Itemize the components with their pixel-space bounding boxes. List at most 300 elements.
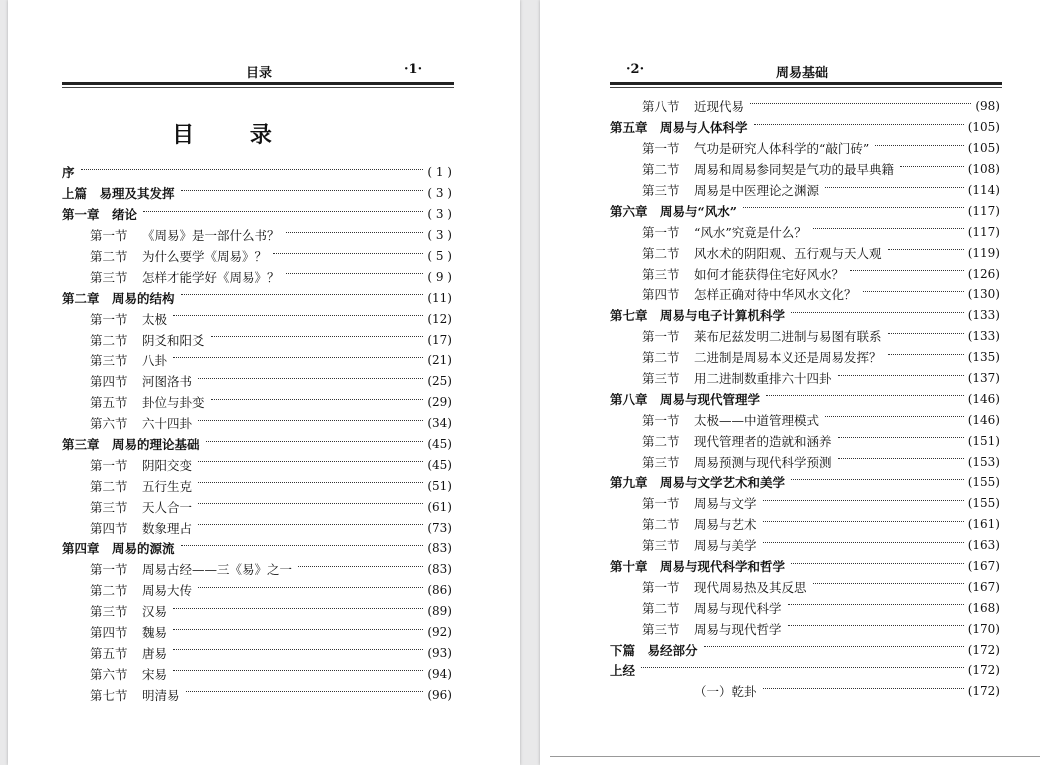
toc-section-number: 第三节 xyxy=(642,454,680,470)
toc-section-entry xyxy=(62,371,452,392)
toc-section-number: 第三节 xyxy=(90,353,128,369)
toc-entry-label xyxy=(90,686,180,704)
toc-section-entry xyxy=(62,663,452,684)
toc-dot-leader xyxy=(788,625,964,626)
toc-dot-leader xyxy=(888,354,964,355)
toc-section-number: 第三节 xyxy=(90,499,128,515)
toc-chapter-entry xyxy=(610,388,1000,409)
toc-page-number: (21) xyxy=(427,353,452,368)
toc-section-number: 第二节 xyxy=(90,478,128,494)
toc-entry-label xyxy=(642,682,757,700)
toc-entry-label xyxy=(642,265,844,283)
toc-section-number: 第三节 xyxy=(90,604,128,620)
toc-dot-leader xyxy=(900,166,964,167)
toc-entry-text: 数象理占 xyxy=(142,520,193,536)
toc-dot-leader xyxy=(791,312,964,313)
toc-dot-leader xyxy=(825,416,964,417)
toc-dot-leader xyxy=(788,604,964,605)
toc-page-number: (93) xyxy=(427,645,452,660)
toc-entry-text: 上篇 易理及其发挥 xyxy=(62,186,175,202)
toc-chapter-entry xyxy=(62,434,452,455)
toc-dot-leader xyxy=(791,563,964,564)
toc-section-number: 第一节 xyxy=(90,228,128,244)
toc-page-number: (94) xyxy=(427,666,452,681)
toc-entry-text: 风水术的阴阳观、五行观与天人观 xyxy=(694,245,882,261)
toc-section-number: 第二节 xyxy=(642,350,680,366)
toc-entry-text: 河图洛书 xyxy=(142,374,193,390)
toc-entry-text: 用二进制数重排六十四卦 xyxy=(694,371,832,387)
toc-dot-leader xyxy=(743,207,964,208)
toc-entry-label xyxy=(642,411,819,429)
toc-dot-leader xyxy=(863,291,964,292)
toc-entry-text: 卦位与卦变 xyxy=(142,395,205,411)
toc-page-number: (83) xyxy=(427,541,452,556)
toc-entry-text: 为什么要学《周易》？ xyxy=(142,249,268,264)
toc-section-entry xyxy=(610,681,1000,702)
toc-dot-leader xyxy=(81,169,424,170)
toc-section-entry xyxy=(62,580,452,601)
toc-page-number: ( 1 ) xyxy=(427,165,452,180)
toc-section-number: 第三节 xyxy=(642,371,680,387)
toc-section-entry xyxy=(610,263,1000,284)
toc-section-entry xyxy=(610,138,1000,159)
toc-page-number: (61) xyxy=(427,499,452,514)
scan-edge-line xyxy=(550,756,1040,757)
toc-entry-label xyxy=(90,331,205,349)
toc-page-number: (96) xyxy=(427,687,452,702)
toc-page-number: (133) xyxy=(967,308,1000,323)
toc-dot-leader xyxy=(198,587,423,588)
toc-section-entry xyxy=(62,329,452,350)
toc-page-number: (167) xyxy=(967,559,1000,574)
toc-section-entry xyxy=(610,493,1000,514)
header-rule xyxy=(62,82,454,85)
toc-section-entry xyxy=(62,517,452,538)
toc-section-entry xyxy=(610,618,1000,639)
toc-page-number: (92) xyxy=(427,625,452,640)
toc-entry-text: 如何才能获得住宅好风水？ xyxy=(694,266,845,282)
toc-entry-label xyxy=(642,244,882,262)
toc-dot-leader xyxy=(286,232,424,233)
toc-entry-label xyxy=(642,181,819,199)
toc-section-entry xyxy=(610,159,1000,180)
toc-entry-label xyxy=(62,539,175,557)
toc-entry-text: 现代管理者的造就和涵养 xyxy=(694,433,832,449)
toc-section-number: 第三节 xyxy=(642,621,680,637)
toc-chapter-entry xyxy=(610,639,1000,660)
toc-section-entry xyxy=(62,559,452,580)
toc-page-number: (117) xyxy=(967,224,1000,239)
toc-dot-leader xyxy=(838,437,964,438)
toc-entry-label xyxy=(642,515,757,533)
toc-section-entry xyxy=(610,430,1000,451)
toc-entry-label xyxy=(642,432,832,450)
toc-page-number: (170) xyxy=(967,621,1000,636)
toc-dot-leader xyxy=(641,667,964,668)
toc-section-entry xyxy=(610,284,1000,305)
running-head-title: 周易基础 xyxy=(776,66,829,81)
toc-section-number: 第四节 xyxy=(90,374,128,390)
toc-section-entry xyxy=(610,451,1000,472)
toc-entry-label xyxy=(90,519,192,537)
toc-section-entry xyxy=(610,221,1000,242)
toc-page-number: (11) xyxy=(427,290,452,305)
left-page xyxy=(8,0,520,765)
toc-dot-leader xyxy=(173,670,423,671)
toc-entry-label xyxy=(642,494,757,512)
toc-page-number: (86) xyxy=(427,583,452,598)
header-rule xyxy=(610,82,1002,85)
toc-section-entry xyxy=(62,642,452,663)
toc-section-entry xyxy=(62,413,452,434)
toc-entry-label xyxy=(642,599,782,617)
toc-entry-text: 周易是中医理论之渊源 xyxy=(694,183,820,198)
toc-page-number: (114) xyxy=(967,183,1000,197)
toc-entry-label xyxy=(610,473,785,491)
toc-section-number: 第三节 xyxy=(90,269,128,285)
toc-page-number: (155) xyxy=(967,475,1000,490)
toc-section-number: 第二节 xyxy=(90,249,128,264)
toc-entry-label xyxy=(90,665,167,683)
toc-entry-text: 汉易 xyxy=(142,604,168,620)
toc-entry-text: 阴爻和阳爻 xyxy=(142,332,205,348)
toc-entry-label xyxy=(90,456,192,474)
toc-page-number: ( 3 ) xyxy=(427,207,452,222)
toc-entry-label xyxy=(642,453,832,471)
toc-entry-text: 八卦 xyxy=(142,353,168,369)
toc-page-number: (105) xyxy=(967,120,1000,135)
toc-page-number: (29) xyxy=(427,395,452,410)
toc-entry-text: 第二章 周易的结构 xyxy=(62,290,175,306)
toc-page-number: (89) xyxy=(427,604,452,619)
toc-page-number: ( 3 ) xyxy=(427,228,452,243)
toc-page-number: (155) xyxy=(967,496,1000,511)
toc-entry-label xyxy=(90,372,192,390)
toc-entry-text: 气功是研究人体科学的“敲门砖” xyxy=(694,141,870,157)
toc-entry-label xyxy=(90,560,292,578)
toc-entry-text: 上经 xyxy=(610,663,636,679)
toc-entry-label xyxy=(90,602,167,620)
toc-page-number: (172) xyxy=(967,663,1000,678)
toc-page-number: (137) xyxy=(967,371,1000,386)
toc-entry-text: 太极——中道管理模式 xyxy=(694,412,820,428)
toc-section-entry xyxy=(62,684,452,705)
toc-dot-leader xyxy=(763,688,964,689)
toc-dot-leader xyxy=(766,395,964,396)
toc-entry-text: 周易与文学 xyxy=(694,496,757,512)
toc-entry-text: 第七章 周易与电子计算机科学 xyxy=(610,308,786,324)
toc-section-number: 第一节 xyxy=(642,329,680,345)
toc-dot-leader xyxy=(186,691,424,692)
toc-entry-label xyxy=(62,184,175,202)
toc-dot-leader xyxy=(198,503,423,504)
toc-dot-leader xyxy=(198,524,423,525)
toc-page-number: (34) xyxy=(427,416,452,431)
toc-section-number: 第五节 xyxy=(90,645,128,661)
toc-dot-leader xyxy=(888,333,964,334)
header-rule-thin xyxy=(62,87,454,88)
toc-page-number: (133) xyxy=(967,329,1000,344)
toc-chapter-entry xyxy=(62,162,452,183)
toc-chapter-entry xyxy=(62,183,452,204)
toc-entry-label xyxy=(90,268,280,286)
toc-dot-leader xyxy=(198,461,423,462)
toc-title: 目 录 xyxy=(172,122,296,148)
toc-entry-text: 现代周易热及其反思 xyxy=(694,579,807,595)
toc-entry-text: 明清易 xyxy=(142,687,180,703)
toc-entry-label xyxy=(610,641,698,659)
toc-entry-label xyxy=(642,139,869,157)
toc-page-number: (17) xyxy=(427,332,452,347)
toc-entry-text: 天人合一 xyxy=(142,499,193,515)
toc-section-entry xyxy=(62,246,452,267)
toc-dot-leader xyxy=(273,253,423,254)
header-rule-thin xyxy=(610,87,1002,88)
toc-entry-label xyxy=(90,581,192,599)
toc-dot-leader xyxy=(211,336,424,337)
toc-chapter-entry xyxy=(610,200,1000,221)
toc-chapter-entry xyxy=(610,305,1000,326)
toc-page-number: (117) xyxy=(967,203,1000,218)
toc-entry-label xyxy=(90,644,167,662)
toc-entry-label xyxy=(90,477,192,495)
toc-section-entry xyxy=(610,535,1000,556)
toc-section-number: 第二节 xyxy=(642,600,680,616)
toc-dot-leader xyxy=(173,315,423,316)
toc-page-number: ( 9 ) xyxy=(427,269,452,284)
toc-section-number: 第二节 xyxy=(642,162,680,178)
toc-section-number: 第一节 xyxy=(642,141,680,157)
toc-entry-text: 唐易 xyxy=(142,645,168,661)
toc-section-entry xyxy=(610,96,1000,117)
toc-entry-text: （一）乾卦 xyxy=(694,684,757,700)
toc-dot-leader xyxy=(763,542,964,543)
toc-section-number: 第三节 xyxy=(642,183,680,198)
toc-section-number: 第一节 xyxy=(90,562,128,578)
toc-page-number: ( 5 ) xyxy=(427,249,452,263)
toc-section-entry xyxy=(62,475,452,496)
toc-section-number: 第一节 xyxy=(642,224,680,240)
toc-section-entry xyxy=(62,496,452,517)
toc-entry-text: 周易与现代哲学 xyxy=(694,621,782,637)
toc-dot-leader xyxy=(181,190,424,191)
toc-entry-label xyxy=(90,226,280,244)
toc-section-number: 第一节 xyxy=(90,311,128,327)
toc-entry-label xyxy=(610,661,635,679)
toc-dot-leader xyxy=(286,273,424,274)
toc-chapter-entry xyxy=(610,472,1000,493)
toc-section-entry xyxy=(610,597,1000,618)
toc-entry-label xyxy=(62,163,75,181)
toc-entry-text: 周易预测与现代科学预测 xyxy=(694,454,832,470)
toc-entry-text: 第五章 周易与人体科学 xyxy=(610,120,748,136)
toc-page-number: (146) xyxy=(967,391,1000,406)
toc-section-number: 第一节 xyxy=(90,457,128,473)
toc-page-number: (119) xyxy=(967,245,1000,260)
toc-entry-label xyxy=(62,205,137,223)
toc-dot-leader xyxy=(838,375,964,376)
toc-section-entry xyxy=(610,409,1000,430)
toc-section-entry xyxy=(610,514,1000,535)
toc-chapter-entry xyxy=(610,556,1000,577)
toc-dot-leader xyxy=(763,500,964,501)
toc-dot-leader xyxy=(791,479,964,480)
toc-section-number: 第四节 xyxy=(90,625,128,641)
toc-dot-leader xyxy=(173,629,423,630)
toc-entry-label xyxy=(90,351,167,369)
toc-entry-label xyxy=(642,285,857,303)
toc-entry-text: 五行生克 xyxy=(142,478,193,494)
toc-list-right xyxy=(610,96,1000,702)
toc-section-entry xyxy=(610,576,1000,597)
toc-entry-label xyxy=(642,348,882,366)
toc-entry-text: 周易和周易参同契是气功的最早典籍 xyxy=(694,162,895,178)
toc-section-number: 第六节 xyxy=(90,416,128,432)
toc-page-number: (45) xyxy=(427,457,452,472)
toc-entry-text: 怎样才能学好《周易》？ xyxy=(142,269,280,285)
toc-page-number: (146) xyxy=(967,412,1000,427)
toc-section-entry xyxy=(610,242,1000,263)
toc-dot-leader xyxy=(173,357,423,358)
toc-entry-label xyxy=(642,369,832,387)
running-head-title: 目录 xyxy=(246,66,273,81)
toc-dot-leader xyxy=(173,608,423,609)
toc-dot-leader xyxy=(838,458,964,459)
toc-entry-label xyxy=(642,578,807,596)
toc-section-number: 第六节 xyxy=(90,666,128,682)
toc-entry-text: 第八章 周易与现代管理学 xyxy=(610,391,761,407)
toc-section-entry xyxy=(62,601,452,622)
toc-section-number: 第八节 xyxy=(642,99,680,115)
toc-section-number: 第二节 xyxy=(642,245,680,261)
toc-entry-text: 周易古经——三《易》之一 xyxy=(142,562,293,578)
toc-section-number: 第五节 xyxy=(90,395,128,411)
toc-entry-label xyxy=(610,202,737,220)
toc-entry-text: 魏易 xyxy=(142,625,168,641)
toc-entry-label xyxy=(90,310,167,328)
toc-entry-label xyxy=(90,498,192,516)
toc-section-entry xyxy=(610,347,1000,368)
toc-section-number: 第一节 xyxy=(642,579,680,595)
toc-section-number: 第一节 xyxy=(642,496,680,512)
toc-section-entry xyxy=(610,368,1000,389)
toc-entry-text: 《周易》是一部什么书？ xyxy=(142,228,280,244)
toc-section-entry xyxy=(62,266,452,287)
toc-dot-leader xyxy=(143,211,423,212)
toc-dot-leader xyxy=(206,441,424,442)
toc-section-number: 第二节 xyxy=(642,517,680,533)
toc-entry-label xyxy=(90,623,167,641)
toc-entry-label xyxy=(90,247,267,265)
right-page xyxy=(540,0,1060,765)
toc-entry-text: “风水”究竟是什么？ xyxy=(694,224,807,240)
toc-page-number: (45) xyxy=(427,437,452,452)
toc-section-number: 第二节 xyxy=(90,583,128,599)
toc-section-entry xyxy=(62,308,452,329)
toc-chapter-entry xyxy=(62,204,452,225)
toc-entry-label xyxy=(62,435,200,453)
toc-entry-text: 宋易 xyxy=(142,666,168,682)
toc-entry-text: 第四章 周易的源流 xyxy=(62,541,175,557)
toc-page-number: (25) xyxy=(427,374,452,389)
toc-entry-label xyxy=(90,393,205,411)
toc-page-number: (98) xyxy=(975,99,1000,114)
toc-entry-label xyxy=(610,306,785,324)
toc-entry-label xyxy=(610,390,760,408)
toc-page-number: (151) xyxy=(967,433,1000,448)
toc-section-number: 第二节 xyxy=(90,332,128,348)
toc-entry-text: 周易与现代科学 xyxy=(694,600,782,616)
toc-page-number: (130) xyxy=(967,287,1000,302)
toc-entry-text: 周易与艺术 xyxy=(694,517,757,533)
toc-entry-label xyxy=(90,414,192,432)
toc-entry-label xyxy=(642,97,744,115)
toc-section-entry xyxy=(62,622,452,643)
toc-section-entry xyxy=(62,350,452,371)
toc-entry-text: 第一章 绪论 xyxy=(62,207,138,223)
toc-dot-leader xyxy=(298,566,423,567)
toc-dot-leader xyxy=(198,378,423,379)
toc-entry-text: 第九章 周易与文学艺术和美学 xyxy=(610,475,786,491)
toc-entry-label xyxy=(62,289,175,307)
toc-entry-label xyxy=(642,536,757,554)
toc-section-entry xyxy=(62,454,452,475)
toc-page-number: (167) xyxy=(967,579,1000,594)
toc-chapter-entry xyxy=(610,660,1000,681)
toc-entry-text: 第三章 周易的理论基础 xyxy=(62,437,200,453)
toc-section-number: 第一节 xyxy=(642,412,680,428)
toc-page-number: (135) xyxy=(967,350,1000,365)
toc-section-number: 第三节 xyxy=(642,266,680,282)
toc-section-number: 第四节 xyxy=(90,520,128,536)
toc-chapter-entry xyxy=(610,117,1000,138)
toc-entry-text: 怎样正确对待中华风水文化？ xyxy=(694,287,857,303)
toc-entry-text: 周易与美学 xyxy=(694,538,757,554)
toc-entry-text: 六十四卦 xyxy=(142,416,193,432)
toc-chapter-entry xyxy=(62,538,452,559)
toc-dot-leader xyxy=(875,145,963,146)
toc-page-number: (161) xyxy=(967,517,1000,532)
toc-dot-leader xyxy=(704,646,964,647)
toc-dot-leader xyxy=(850,270,964,271)
toc-page-number: (105) xyxy=(967,141,1000,156)
toc-dot-leader xyxy=(198,482,423,483)
toc-page-number: (12) xyxy=(427,311,452,326)
toc-entry-text: 周易大传 xyxy=(142,583,193,599)
toc-entry-label xyxy=(642,223,807,241)
running-head-page-number: ·1· xyxy=(404,62,423,77)
toc-entry-label xyxy=(642,327,882,345)
toc-section-number: 第七节 xyxy=(90,687,128,703)
toc-entry-text: 序 xyxy=(62,165,75,181)
toc-dot-leader xyxy=(181,545,424,546)
toc-page-number: (168) xyxy=(967,600,1000,615)
running-head-page-number: ·2· xyxy=(626,62,645,77)
toc-section-number: 第二节 xyxy=(642,433,680,449)
toc-entry-text: 二进制是周易本义还是周易发挥？ xyxy=(694,350,882,366)
toc-dot-leader xyxy=(763,521,964,522)
toc-dot-leader xyxy=(211,399,424,400)
toc-dot-leader xyxy=(813,583,964,584)
toc-entry-text: 近现代易 xyxy=(694,99,745,115)
toc-page-number: (108) xyxy=(967,162,1000,177)
toc-entry-text: 莱布尼兹发明二进制与易图有联系 xyxy=(694,329,882,345)
toc-dot-leader xyxy=(888,249,964,250)
toc-dot-leader xyxy=(173,649,423,650)
toc-dot-leader xyxy=(750,103,971,104)
toc-entry-label xyxy=(642,620,782,638)
toc-list-left xyxy=(62,162,452,705)
